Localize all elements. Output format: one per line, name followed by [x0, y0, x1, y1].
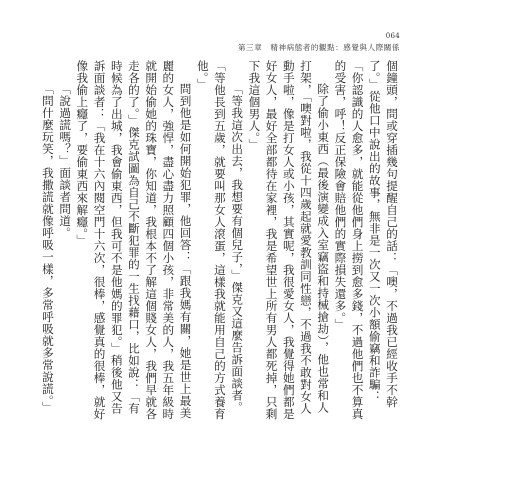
- paragraph: 「問什麼玩笑，我撒謊就像呼吸一樣，多常呼吸就多常說謊。」: [40, 83, 55, 414]
- paragraph: 「等我這次出去，我想要有個兒子，」傑克又這麼告訴面談者。「等他長到五歲，就要叫那女人滾蛋，這樣我就能用自己的方式養育他。」: [195, 60, 245, 420]
- running-header: 第三章 精神病態者的觀點：感覺與人際關係: [238, 43, 400, 52]
- paragraph: 問到他是如何開始犯罪，他回答：「跟我媽有關，她是世上最美麗的女人，強悍，盡心盡力照顧四個小孩，非常美的人，我五年級時就開始偷她的珠寶，你知道，我根本不了解這個賤女人，我們早就各走各的了。」傑克試圖為自己不斷犯罪的一生找藉口，比如說：「有時候為了出城，我會偷東西，但我可不是他媽的罪犯。」稍後他又告訴面談者：「我在十六內閱空門十六次，很棒，感覺真的很棒，就好像我偷上癮了，要偷東西來解癮。」: [75, 60, 193, 420]
- paragraph: 個鐘頭，問或穿插幾句提醒自己的話：「噢，不過我已經收手不幹了。」從他口中說出的故事，無非是一次又一次小額偷竊和詐騙：「你認識的人愈多，就能從他們身上撈到愈多錢，不過他們也不算真的受害，呼！反正保險會賠他們的實際損失還多。」: [333, 60, 399, 420]
- page-number: 064: [385, 32, 400, 40]
- body-text: [40, 60, 400, 420]
- paragraph: 除了偷小東西（最後演變成入室竊盜和持械搶劫），他也常和人打架，「噢對啦，我從十四歲起就愛教訓同性戀，不過我不敢對女人動手啦，像是打女人或小孩，其實呢，我很愛女人，我覺得她們都是好女人，最好全部都待在家裡，我是希望世上所有男人都死掉，只剩下我這個男人。」: [247, 60, 331, 420]
- paragraph: 「說過謊嗎？」面談者問道。: [58, 83, 73, 240]
